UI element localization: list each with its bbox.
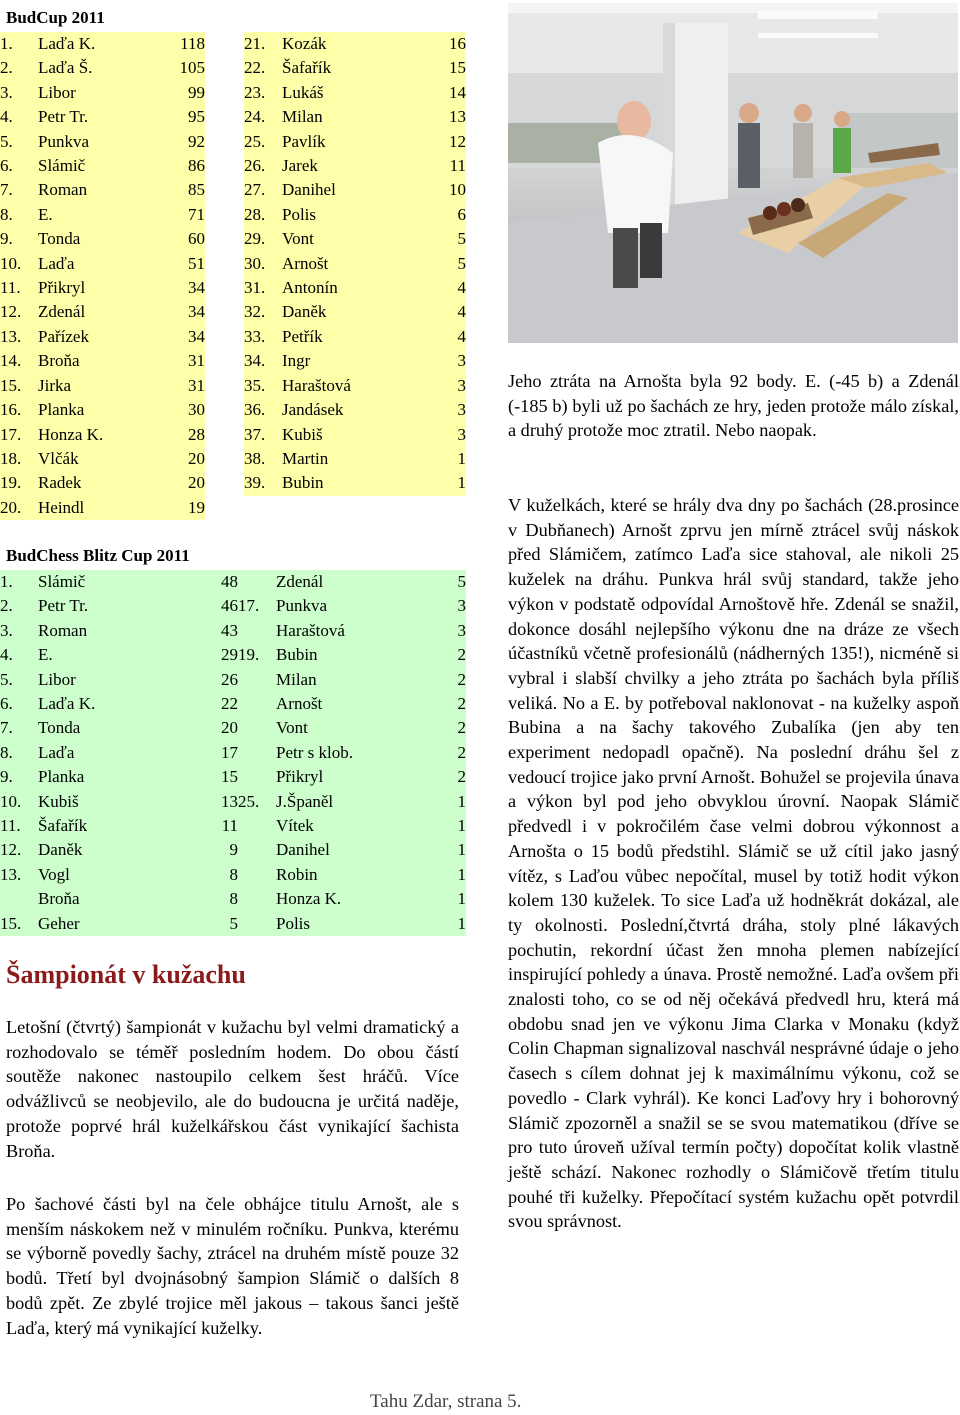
table-row [238, 716, 466, 740]
player-name: Daněk [38, 838, 192, 862]
player-name: Zdenál [38, 300, 158, 324]
player-name: Petr s klob. [276, 741, 447, 765]
player-points: 30 [158, 398, 205, 422]
rank-number [238, 716, 276, 740]
table-row [0, 619, 238, 643]
player-name: Punkva [276, 594, 447, 618]
rank-number: 1. [0, 570, 38, 594]
player-points: 31 [158, 374, 205, 398]
rank-number: 12. [0, 300, 38, 324]
table-row [0, 325, 205, 349]
rank-number: 26. [244, 154, 282, 178]
rank-number: 11. [0, 814, 38, 838]
table-row [0, 838, 238, 862]
table-row [0, 765, 238, 789]
rank-number [238, 741, 276, 765]
player-points: 10 [430, 178, 466, 202]
player-name: Vogl [38, 863, 192, 887]
player-name: Broňa [38, 887, 192, 911]
player-name: Přikryl [38, 276, 158, 300]
player-name: Laďa [38, 741, 192, 765]
player-points: 105 [158, 56, 205, 80]
player-points: 5 [192, 912, 238, 936]
table-row [244, 81, 466, 105]
player-points: 11 [192, 814, 238, 838]
player-points: 12 [430, 130, 466, 154]
rank-number: 7. [0, 178, 38, 202]
player-points: 34 [158, 276, 205, 300]
chess-table-right [238, 570, 466, 936]
player-name: Tonda [38, 227, 158, 251]
budcup-table-right [244, 32, 466, 496]
player-name: Tonda [38, 716, 192, 740]
player-points: 1 [430, 447, 466, 471]
table-row [244, 471, 466, 495]
player-points: 11 [430, 154, 466, 178]
player-name: Arnošt [282, 252, 430, 276]
rank-number: 13. [0, 863, 38, 887]
player-points: 5 [430, 252, 466, 276]
player-name: Broňa [38, 349, 158, 373]
player-points: 3 [447, 594, 466, 618]
rank-number: 25. [244, 130, 282, 154]
table-row [0, 398, 205, 422]
player-name: Petr Tr. [38, 594, 192, 618]
player-name: Jarek [282, 154, 430, 178]
rank-number: 37. [244, 423, 282, 447]
player-name: Kubiš [38, 790, 192, 814]
table-row [0, 814, 238, 838]
table-row [0, 130, 205, 154]
player-name: Libor [38, 81, 158, 105]
rank-number [238, 912, 276, 936]
bowling-photo [508, 3, 958, 343]
rank-number: 27. [244, 178, 282, 202]
rank-number [238, 838, 276, 862]
player-points: 1 [430, 471, 466, 495]
rank-number: 8. [0, 203, 38, 227]
player-name: Heindl [38, 496, 158, 520]
table-row [238, 912, 466, 936]
player-points: 5 [447, 570, 466, 594]
rank-number [238, 619, 276, 643]
player-points: 6 [430, 203, 466, 227]
table-row [0, 32, 205, 56]
player-name: E. [38, 203, 158, 227]
table-row [0, 154, 205, 178]
player-name: Vont [276, 716, 447, 740]
table-row [238, 643, 466, 667]
table-row [0, 349, 205, 373]
player-name: Jandásek [282, 398, 430, 422]
player-points: 3 [430, 374, 466, 398]
table-row [0, 471, 205, 495]
rank-number: 14. [0, 349, 38, 373]
table-row [238, 741, 466, 765]
player-points: 17 [192, 741, 238, 765]
table-row [0, 570, 238, 594]
player-name: Lukáš [282, 81, 430, 105]
rank-number [238, 668, 276, 692]
player-name: Roman [38, 619, 192, 643]
player-points: 95 [158, 105, 205, 129]
player-points: 28 [158, 423, 205, 447]
player-points: 14 [430, 81, 466, 105]
table-row [244, 300, 466, 324]
budcup-table-left [0, 32, 205, 520]
player-name: Šafařík [38, 814, 192, 838]
table-row [244, 130, 466, 154]
player-name: Šafařík [282, 56, 430, 80]
player-name: Laďa Š. [38, 56, 158, 80]
table-row [238, 887, 466, 911]
player-points: 16 [430, 32, 466, 56]
table-row [244, 56, 466, 80]
player-points: 2 [447, 716, 466, 740]
rank-number: 6. [0, 154, 38, 178]
player-points: 2 [447, 741, 466, 765]
table-row [0, 56, 205, 80]
rank-number: 31. [244, 276, 282, 300]
table-row [0, 643, 238, 667]
table-row [0, 741, 238, 765]
player-name: Bubin [276, 643, 447, 667]
player-points: 9 [192, 838, 238, 862]
player-points: 2 [447, 765, 466, 789]
table-row [244, 447, 466, 471]
player-name: Martin [282, 447, 430, 471]
article-heading: Šampionát v kužachu [6, 960, 246, 989]
player-points: 2 [447, 643, 466, 667]
player-name: Polis [282, 203, 430, 227]
table-row [244, 252, 466, 276]
rank-number: 38. [244, 447, 282, 471]
player-name: Petřík [282, 325, 430, 349]
player-name: E. [38, 643, 192, 667]
rank-number: 19. [0, 471, 38, 495]
rank-number: 13. [0, 325, 38, 349]
rank-number: 15. [0, 374, 38, 398]
rank-number: 18. [0, 447, 38, 471]
player-name: Laďa K. [38, 692, 192, 716]
player-name: Haraštová [282, 374, 430, 398]
table-row [0, 790, 238, 814]
rank-number: 8. [0, 741, 38, 765]
rank-number: 17. [238, 594, 276, 618]
rank-number: 6. [0, 692, 38, 716]
table-row [238, 863, 466, 887]
player-name: Vont [282, 227, 430, 251]
player-points: 3 [430, 349, 466, 373]
player-points: 60 [158, 227, 205, 251]
player-name: Jirka [38, 374, 158, 398]
player-points: 20 [158, 471, 205, 495]
rank-number [238, 765, 276, 789]
player-points: 3 [447, 619, 466, 643]
player-name: Kubiš [282, 423, 430, 447]
table-row [238, 668, 466, 692]
player-name: Danihel [276, 838, 447, 862]
player-points: 1 [447, 912, 466, 936]
player-points: 86 [158, 154, 205, 178]
player-name: Punkva [38, 130, 158, 154]
rank-number: 25. [238, 790, 276, 814]
rank-number: 30. [244, 252, 282, 276]
player-name: Haraštová [276, 619, 447, 643]
player-name: Planka [38, 398, 158, 422]
table-row [238, 790, 466, 814]
rank-number: 9. [0, 227, 38, 251]
table-row [244, 374, 466, 398]
player-points: 19 [158, 496, 205, 520]
rank-number: 29. [244, 227, 282, 251]
table-row [238, 765, 466, 789]
player-points: 2 [447, 692, 466, 716]
player-name: Laďa [38, 252, 158, 276]
player-name: Bubin [282, 471, 430, 495]
player-name: Kozák [282, 32, 430, 56]
table-row [244, 325, 466, 349]
player-name: Danihel [282, 178, 430, 202]
rank-number: 36. [244, 398, 282, 422]
player-points: 1 [447, 887, 466, 911]
rank-number: 21. [244, 32, 282, 56]
table-row [244, 178, 466, 202]
player-points: 92 [158, 130, 205, 154]
player-name: Honza K. [38, 423, 158, 447]
rank-number [238, 692, 276, 716]
player-name: Slámič [38, 570, 192, 594]
rank-number: 2. [0, 56, 38, 80]
player-name: Zdenál [276, 570, 447, 594]
player-name: Milan [282, 105, 430, 129]
chess-title: BudChess Blitz Cup 2011 [6, 546, 190, 565]
player-name: Vlčák [38, 447, 158, 471]
table-row [0, 863, 238, 887]
player-name: Roman [38, 178, 158, 202]
rank-number [238, 887, 276, 911]
table-row [0, 423, 205, 447]
table-row [0, 81, 205, 105]
player-points: 34 [158, 300, 205, 324]
table-row [0, 300, 205, 324]
table-row [0, 447, 205, 471]
player-points: 3 [430, 398, 466, 422]
article-paragraph-2: Po šachové části byl na čele obhájce titulu Arnošt, ale s menším náskokem než v minulém ročníku. Punkva, kterému se výborně povedly šachy, ztrácel na druhém místě pouze 32 bodů. Třetí byl dvojnásobný šampion Slámič o dalších 8 bodů zpět. Ze zbylé trojice měl jakous – takous šanci ještě Laďa, který má vynikající kuželky. [6, 1194, 459, 1338]
rank-number: 16. [0, 398, 38, 422]
table-row [0, 887, 238, 911]
rank-number: 19. [238, 643, 276, 667]
table-row [244, 203, 466, 227]
player-points: 51 [158, 252, 205, 276]
table-row [244, 105, 466, 129]
player-name: Vítek [276, 814, 447, 838]
rank-number: 4. [0, 643, 38, 667]
rank-number: 15. [0, 912, 38, 936]
player-points: 20 [192, 716, 238, 740]
player-points: 48 [192, 570, 238, 594]
rank-number: 10. [0, 252, 38, 276]
player-name: Honza K. [276, 887, 447, 911]
table-row [244, 276, 466, 300]
rank-number: 32. [244, 300, 282, 324]
player-name: Laďa K. [38, 32, 158, 56]
player-name: Pavlík [282, 130, 430, 154]
player-points: 13 [430, 105, 466, 129]
player-name: Daněk [282, 300, 430, 324]
player-name: Petr Tr. [38, 105, 158, 129]
player-name: Pařízek [38, 325, 158, 349]
player-points: 99 [158, 81, 205, 105]
player-points: 85 [158, 178, 205, 202]
rank-number: 3. [0, 619, 38, 643]
player-name: Robin [276, 863, 447, 887]
table-row [0, 178, 205, 202]
article-paragraph-4: V kuželkách, které se hrály dva dny po šachách (28.prosince v Dubňanech) Arnošt zprvu jen mírně ztrácel svůj náskok před Slámičem, zatímco Laďa sice stahoval, ale nikoli 25 kuželek na dráhu. Punkva hrál svůj standard, takže jeho výkon v podstatě odpovídal Arnoštově hře. Zdenál se snažil, dokonce dosáhl nejlepšího výkonu dne na dráze ze všech účastníků včetně profesionálů (nádherných 135!), nicméně si vybral i slabší chvilky a jeho ztráta po šachách byla příliš veliká. No a E. by potřeboval naklonovat - na kuželky aspoň Bubina a na šachy takového Zubalíka (jen aby ten experiment nedopadl opačně). Na poslední dráhu šel z vedoucí trojice jako první Arnošt. Bohužel se projevila únava a výkon byl pod jeho obvyklou úrovní. Naopak Slámič předvedl i v pokročilém čase velmi dobrou výkonnost a Arnošta o 15 bodů předstihl. Slámič se už cítil jako jasný vítěz, s Laďou vůbec nepočítal, musel by totiž hodit výkon kolem 130 kuželek. To sice Laďa už hodněkrát dokázal, ale ty okolnosti. Poslední,čtvrtá dráha, stoly plné lákavých pochutin, rekordní účast žen mnoha plemen nabízející inspirující pohledy a únava. Prostě nemožné. Laďa ovšem při znalosti toho, co se od něj očekává předvedl hru, která má obdobu snad jen ve výkonu Jima Clarka v Monaku (když Colin Chapman signalizoval naschvál nesprávné údaje o jeho časech s cílem dohnat jej k maximálnímu výkonu, což se povedlo - Clark vyhrál). Ke konci Laďovy hry i bohorovný Slámič zpozorněl a snažil se se svou matematikou (dříve se pro tuto úroveň užíval termín počty) dopočítat kolik vlastně ještě schází. Nakonec rozhodly o Slámičově třetím titulu pouhé tři kuželky. Přepočítací systém kužachu opět potvrdil svou správnost. [508, 495, 959, 1232]
player-points: 4 [430, 276, 466, 300]
article-paragraph-3: Jeho ztráta na Arnošta byla 92 body. E. (-45 b) a Zdenál (-185 b) byli už po šachách ze hry, jeden protože málo získal, a druhý protože moc ztratil. Nebo naopak. [508, 371, 959, 441]
player-points: 31 [158, 349, 205, 373]
player-name: Arnošt [276, 692, 447, 716]
rank-number: 34. [244, 349, 282, 373]
article-paragraph-1: Letošní (čtvrtý) šampionát v kužachu byl velmi dramatický a rozhodovalo se téměř posledním hodem. Do obou částí soutěže nakonec nastoupilo celkem šest hráčů. Více odvážlivců se neobjevilo, ale do budoucna je určitá naděje, protože poprvé hrál kuželkářskou část vynikající šachista Broňa. [6, 1017, 459, 1161]
player-name: Polis [276, 912, 447, 936]
rank-number: 4. [0, 105, 38, 129]
table-row [0, 252, 205, 276]
player-name: Přikryl [276, 765, 447, 789]
player-points: 13 [192, 790, 238, 814]
player-name: Geher [38, 912, 192, 936]
rank-number [0, 887, 38, 911]
table-row [244, 398, 466, 422]
table-row [244, 154, 466, 178]
table-row [238, 814, 466, 838]
table-row [244, 227, 466, 251]
rank-number: 5. [0, 668, 38, 692]
table-row [0, 276, 205, 300]
chess-table-left [0, 570, 238, 936]
rank-number: 9. [0, 765, 38, 789]
player-points: 1 [447, 863, 466, 887]
table-row [0, 105, 205, 129]
player-points: 46 [192, 594, 238, 618]
rank-number: 2. [0, 594, 38, 618]
player-points: 1 [447, 814, 466, 838]
player-points: 22 [192, 692, 238, 716]
table-row [238, 570, 466, 594]
table-row [238, 692, 466, 716]
rank-number: 28. [244, 203, 282, 227]
rank-number: 23. [244, 81, 282, 105]
rank-number: 33. [244, 325, 282, 349]
table-row [238, 619, 466, 643]
rank-number [238, 570, 276, 594]
rank-number: 17. [0, 423, 38, 447]
player-name: Radek [38, 471, 158, 495]
table-row [238, 594, 466, 618]
table-row [244, 423, 466, 447]
rank-number: 7. [0, 716, 38, 740]
player-points: 43 [192, 619, 238, 643]
table-row [0, 716, 238, 740]
player-name: Antonín [282, 276, 430, 300]
rank-number: 11. [0, 276, 38, 300]
player-points: 26 [192, 668, 238, 692]
player-name: Planka [38, 765, 192, 789]
rank-number: 24. [244, 105, 282, 129]
player-points: 15 [430, 56, 466, 80]
player-points: 1 [447, 838, 466, 862]
player-points: 4 [430, 325, 466, 349]
player-points: 29 [192, 643, 238, 667]
player-name: J.Španěl [276, 790, 447, 814]
player-points: 4 [430, 300, 466, 324]
rank-number: 12. [0, 838, 38, 862]
player-points: 5 [430, 227, 466, 251]
rank-number: 5. [0, 130, 38, 154]
table-row [0, 692, 238, 716]
table-row [244, 32, 466, 56]
table-row [0, 912, 238, 936]
table-row [0, 227, 205, 251]
rank-number: 22. [244, 56, 282, 80]
rank-number: 35. [244, 374, 282, 398]
player-name: Slámič [38, 154, 158, 178]
player-points: 34 [158, 325, 205, 349]
rank-number: 1. [0, 32, 38, 56]
player-points: 118 [158, 32, 205, 56]
page-footer: Tahu Zdar, strana 5. [370, 1391, 522, 1412]
bowling-alley-image [508, 3, 958, 343]
rank-number: 39. [244, 471, 282, 495]
player-points: 3 [430, 423, 466, 447]
table-row [0, 203, 205, 227]
player-name: Milan [276, 668, 447, 692]
player-points: 2 [447, 668, 466, 692]
table-row [238, 838, 466, 862]
table-row [0, 374, 205, 398]
player-points: 15 [192, 765, 238, 789]
budcup-title: BudCup 2011 [6, 8, 105, 27]
rank-number: 20. [0, 496, 38, 520]
rank-number [238, 863, 276, 887]
player-points: 71 [158, 203, 205, 227]
player-name: Libor [38, 668, 192, 692]
player-points: 8 [192, 863, 238, 887]
rank-number: 10. [0, 790, 38, 814]
player-name: Ingr [282, 349, 430, 373]
table-row [0, 594, 238, 618]
player-points: 1 [447, 790, 466, 814]
rank-number [238, 814, 276, 838]
player-points: 20 [158, 447, 205, 471]
player-points: 8 [192, 887, 238, 911]
rank-number: 3. [0, 81, 38, 105]
table-row [0, 496, 205, 520]
table-row [0, 668, 238, 692]
table-row [244, 349, 466, 373]
